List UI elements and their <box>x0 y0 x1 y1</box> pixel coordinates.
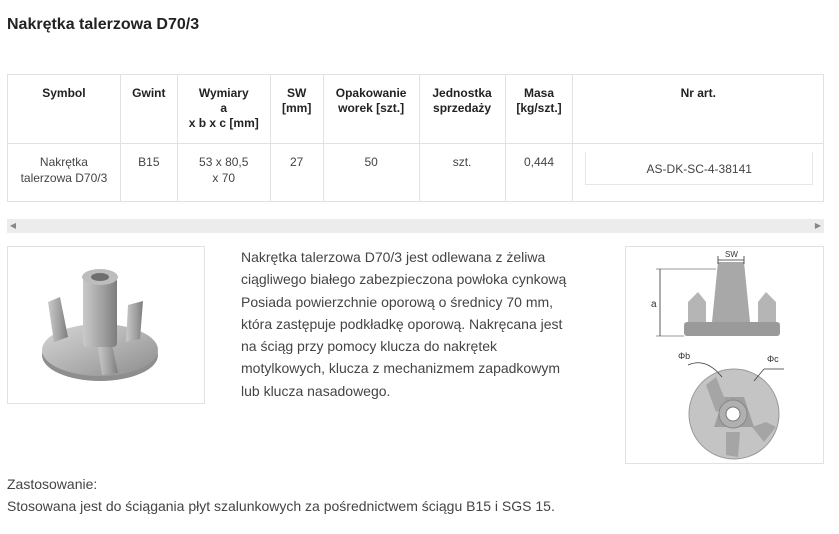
product-photo <box>7 246 205 404</box>
product-description <box>241 246 586 402</box>
description-line: na ściąg przy pomocy klucza do nakrętek <box>241 338 498 355</box>
plate-nut-photo-icon <box>8 247 204 403</box>
cell-opakowanie: 50 <box>323 144 419 202</box>
cell-jednostka: szt. <box>419 144 505 202</box>
b-label: Φb <box>678 351 691 361</box>
horizontal-scrollbar[interactable] <box>7 219 824 233</box>
usage-text: Stosowana jest do ściągania płyt szalunkowych za pośrednictwem ściągu B15 i SGS 15. <box>7 498 555 514</box>
cell-symbol: Nakrętka talerzowa D70/3 <box>8 144 121 202</box>
description-line: lub klucza nasadowego. <box>241 382 391 399</box>
header-gwint: Gwint <box>120 75 177 144</box>
description-line: motylkowych, klucza z mechanizmem zapadkowym <box>241 360 560 377</box>
scroll-left-icon[interactable]: ◀ <box>9 221 17 230</box>
header-wymiary: Wymiary a x b x c [mm] <box>177 75 270 144</box>
description-line: Posiada powierzchnie oporową o średnicy 70 mm, <box>241 293 554 310</box>
article-number: AS-DK-SC-4-38141 <box>585 152 813 185</box>
cell-nr-art <box>573 144 824 202</box>
header-nr-art: Nr art. <box>573 75 824 144</box>
header-opakowanie: Opakowanie worek [szt.] <box>323 75 419 144</box>
a-label: a <box>651 299 657 310</box>
spec-table <box>7 74 824 202</box>
technical-drawing <box>625 246 824 464</box>
header-sw: SW [mm] <box>270 75 323 144</box>
usage-heading: Zastosowanie: <box>7 476 98 492</box>
header-jednostka: Jednostka sprzedaży <box>419 75 505 144</box>
page-title: Nakrętka talerzowa D70/3 <box>7 16 200 33</box>
description-line: Nakrętka talerzowa D70/3 jest odlewana z żeliwa <box>241 249 546 265</box>
cell-masa: 0,444 <box>505 144 573 202</box>
scroll-right-icon[interactable]: ▶ <box>814 221 822 230</box>
cell-sw: 27 <box>270 144 323 202</box>
description-line: ciągliwego białego zabezpieczona powłoka cynkową <box>241 271 567 288</box>
header-masa: Masa [kg/szt.] <box>505 75 573 144</box>
table-header-row <box>8 75 824 144</box>
c-label: Φc <box>767 354 779 364</box>
cell-gwint: B15 <box>120 144 177 202</box>
sw-label: SW <box>725 250 738 259</box>
table-row <box>8 144 824 202</box>
dimension-drawing-icon <box>626 247 823 463</box>
cell-wymiary: 53 x 80,5 x 70 <box>177 144 270 202</box>
description-line: która zastępuje podkładkę oporową. Nakręcana jest <box>241 315 563 332</box>
header-symbol: Symbol <box>8 75 121 144</box>
